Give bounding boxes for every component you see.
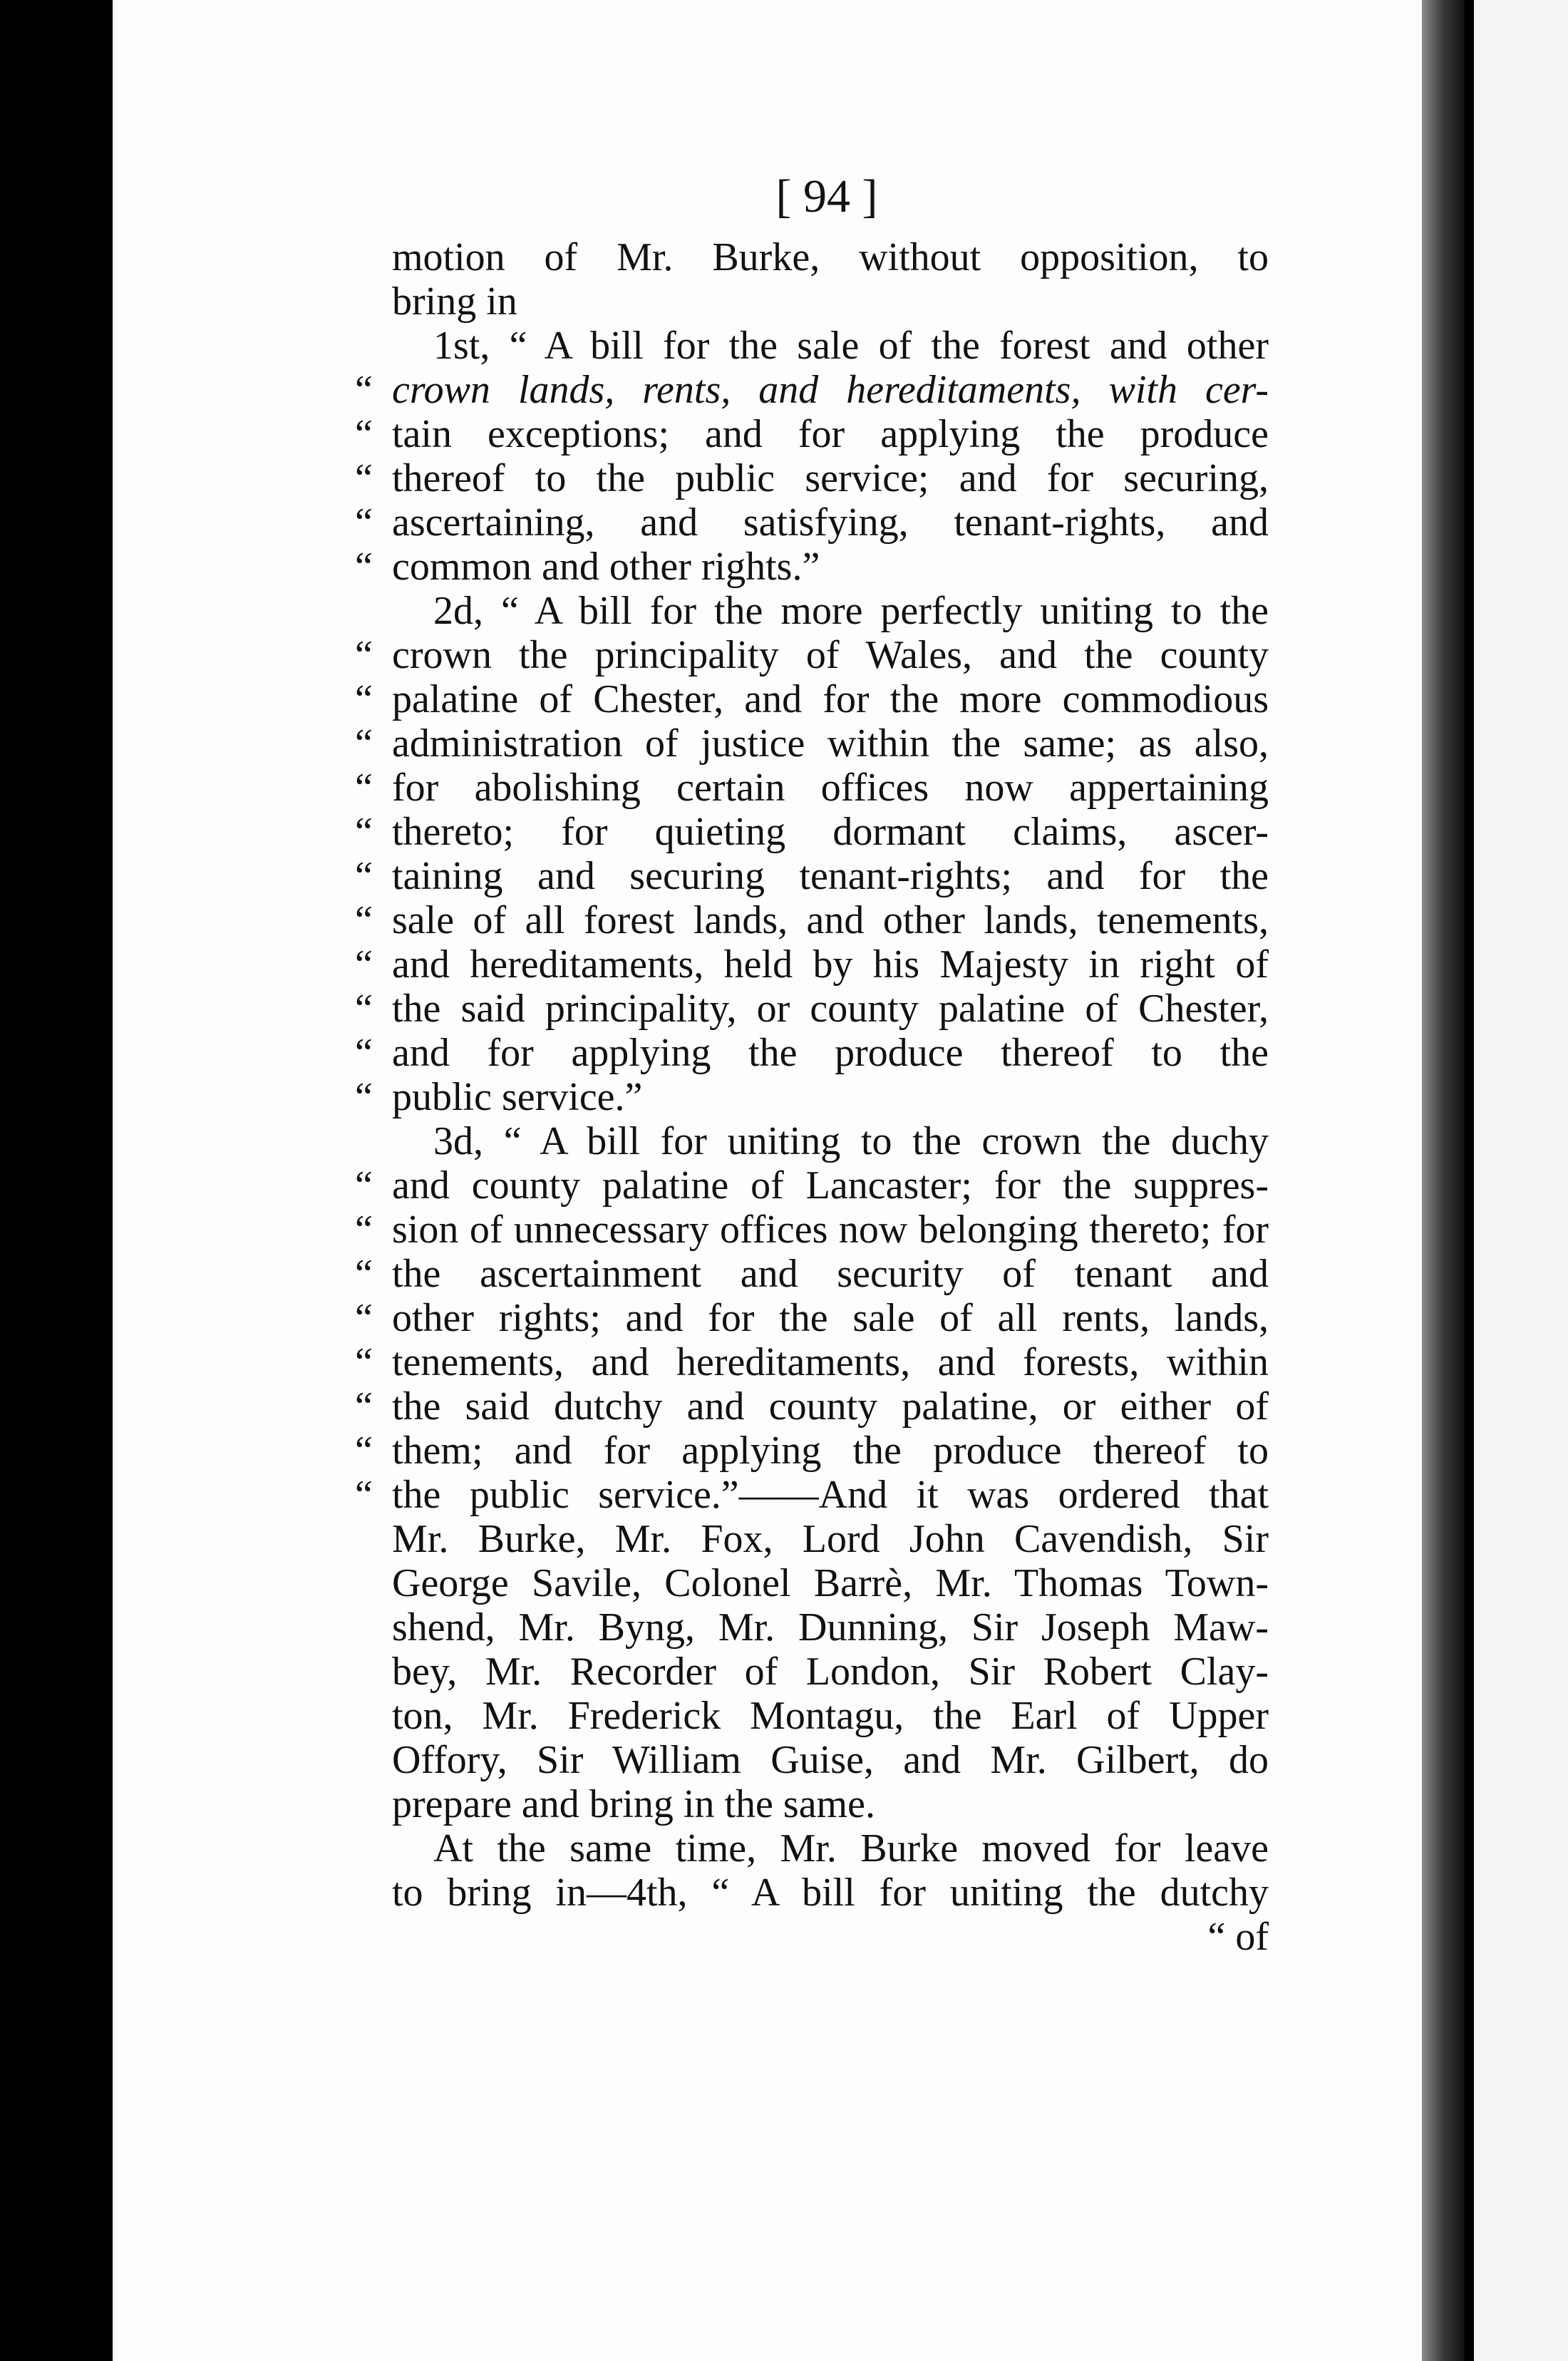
text-line (355, 500, 1269, 545)
quote-mark: “ (355, 1031, 373, 1075)
text-line (355, 368, 1269, 412)
binding-gutter (1422, 0, 1465, 2361)
text-line (392, 1119, 1269, 1163)
quote-mark: “ (355, 1296, 373, 1340)
text-line (392, 235, 1269, 279)
facing-page-edge (1474, 0, 1568, 2361)
line-text: public service.” (392, 1075, 643, 1119)
text-line (355, 1075, 1269, 1119)
quote-mark: “ (355, 854, 373, 898)
line-text: “ of (1207, 1915, 1269, 1959)
text-line (392, 324, 1269, 368)
quote-mark: “ (355, 545, 373, 589)
quote-mark: “ (355, 1252, 373, 1296)
text-line (392, 1694, 1269, 1738)
quote-mark: “ (355, 456, 373, 500)
line-text: bey, Mr. Recorder of London, Sir Robert Clay- (392, 1650, 1269, 1694)
text-line (355, 1473, 1269, 1517)
line-text: the said dutchy and county palatine, or either of (392, 1384, 1269, 1429)
line-text: motion of Mr. Burke, without opposition, to (392, 235, 1269, 279)
quote-mark: “ (355, 1429, 373, 1473)
text-line (355, 1208, 1269, 1252)
line-text: and for applying the produce thereof to the (392, 1031, 1269, 1075)
quote-mark: “ (355, 1208, 373, 1252)
quote-mark: “ (355, 987, 373, 1031)
line-text: the public service.”——And it was ordered that (392, 1473, 1269, 1517)
text-line (355, 456, 1269, 500)
line-text: the said principality, or county palatine of Chester, (392, 987, 1269, 1031)
line-text: tain exceptions; and for applying the produce (392, 412, 1269, 456)
text-line (392, 1738, 1269, 1782)
line-text: Offory, Sir William Guise, and Mr. Gilbert, do (392, 1738, 1269, 1782)
text-line (392, 1605, 1269, 1650)
quote-mark: “ (355, 368, 373, 412)
text-line (355, 1252, 1269, 1296)
line-text: 3d, “ A bill for uniting to the crown the duchy (433, 1119, 1269, 1163)
body-text (355, 235, 1269, 1959)
line-text: ascertaining, and satisfying, tenant-rights, and (392, 500, 1269, 545)
page-number-header: [ 94 ] (775, 170, 878, 222)
quote-mark: “ (355, 677, 373, 721)
line-text: administration of justice within the same; as also, (392, 721, 1269, 766)
quote-mark: “ (355, 1163, 373, 1208)
line-text: 2d, “ A bill for the more perfectly uniting to the (433, 589, 1269, 633)
text-line (355, 1384, 1269, 1429)
quote-mark: “ (355, 1075, 373, 1119)
quote-mark: “ (355, 1473, 373, 1517)
line-text: ton, Mr. Frederick Montagu, the Earl of Upper (392, 1694, 1269, 1738)
text-line (392, 1517, 1269, 1561)
line-text: Mr. Burke, Mr. Fox, Lord John Cavendish, Sir (392, 1517, 1269, 1561)
text-line (355, 854, 1269, 898)
line-text: thereto; for quieting dormant claims, ascer- (392, 810, 1269, 854)
quote-mark: “ (355, 766, 373, 810)
text-line (392, 1826, 1269, 1871)
line-text: for abolishing certain offices now appertaining (392, 766, 1269, 810)
line-text: them; and for applying the produce thereof to (392, 1429, 1269, 1473)
line-text: George Savile, Colonel Barrè, Mr. Thomas Town- (392, 1561, 1269, 1605)
line-text: to bring in—4th, “ A bill for uniting the dutchy (392, 1871, 1269, 1915)
line-text: 1st, “ A bill for the sale of the forest and other (433, 324, 1269, 368)
quote-mark: “ (355, 810, 373, 854)
text-line (392, 1561, 1269, 1605)
text-line (355, 1340, 1269, 1384)
quote-mark: “ (355, 412, 373, 456)
quote-mark: “ (355, 898, 373, 942)
text-line (355, 1296, 1269, 1340)
text-line (355, 810, 1269, 854)
line-text: common and other rights.” (392, 545, 820, 589)
line-text: At the same time, Mr. Burke moved for leave (433, 1826, 1269, 1871)
text-line (355, 1163, 1269, 1208)
text-line (355, 987, 1269, 1031)
text-line (392, 1650, 1269, 1694)
quote-mark: “ (355, 1384, 373, 1429)
line-text: other rights; and for the sale of all rents, lands, (392, 1296, 1269, 1340)
line-text: palatine of Chester, and for the more commodious (392, 677, 1269, 721)
line-text: thereof to the public service; and for securing, (392, 456, 1269, 500)
line-text: crown lands, rents, and hereditaments, with cer- (392, 368, 1269, 412)
quote-mark: “ (355, 1340, 373, 1384)
text-line (392, 589, 1269, 633)
text-line (392, 1871, 1269, 1915)
line-text: prepare and bring in the same. (392, 1782, 875, 1826)
line-text: sale of all forest lands, and other lands, tenements, (392, 898, 1269, 942)
quote-mark: “ (355, 721, 373, 766)
line-text: taining and securing tenant-rights; and for the (392, 854, 1269, 898)
line-text: shend, Mr. Byng, Mr. Dunning, Sir Joseph Maw- (392, 1605, 1269, 1650)
line-text: sion of unnecessary offices now belonging thereto; for (392, 1208, 1269, 1252)
text-line (355, 721, 1269, 766)
text-line (355, 942, 1269, 987)
line-text: and hereditaments, held by his Majesty in right of (392, 942, 1269, 987)
line-text: tenements, and hereditaments, and forests, within (392, 1340, 1269, 1384)
line-text: the ascertainment and security of tenant and (392, 1252, 1269, 1296)
text-line (355, 677, 1269, 721)
line-text: crown the principality of Wales, and the county (392, 633, 1269, 677)
text-line (355, 633, 1269, 677)
quote-mark: “ (355, 500, 373, 545)
text-line (392, 1782, 1269, 1826)
text-line (355, 766, 1269, 810)
text-line (392, 279, 1269, 324)
text-line (392, 1915, 1269, 1959)
line-text: and county palatine of Lancaster; for the suppres- (392, 1163, 1269, 1208)
text-line (355, 1031, 1269, 1075)
text-line (355, 412, 1269, 456)
text-line (355, 898, 1269, 942)
quote-mark: “ (355, 942, 373, 987)
quote-mark: “ (355, 633, 373, 677)
text-line (355, 1429, 1269, 1473)
text-line (355, 545, 1269, 589)
line-text: bring in (392, 279, 517, 324)
